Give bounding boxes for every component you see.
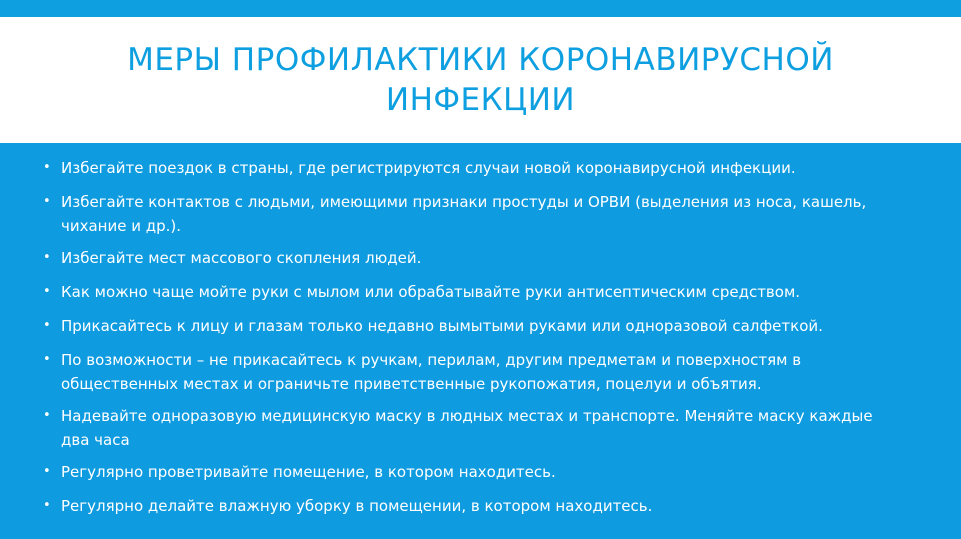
bullet-text: Надевайте одноразовую медицинскую маску в людных местах и транспорте. Меняйте маску каждые два часа: [61, 407, 878, 449]
list-item: [43, 460, 901, 484]
bullet-icon: •: [43, 284, 51, 299]
bullet-icon: •: [43, 194, 51, 209]
list-item: [43, 314, 901, 338]
bullet-text: По возможности – не прикасайтесь к ручкам, перилам, другим предметам и поверхностям в общественных местах и ограничьте приветственные рукопожатия, поцелуи и объятия.: [61, 351, 806, 393]
bullet-text: Избегайте поездок в страны, где регистрируются случаи новой коронавирусной инфекции.: [61, 159, 796, 177]
bullet-icon: •: [43, 408, 51, 423]
bullet-list: [0, 143, 961, 518]
bullet-icon: •: [43, 250, 51, 265]
list-item: [43, 348, 901, 396]
list-item: [43, 494, 901, 518]
bullet-text: Регулярно делайте влажную уборку в помещении, в котором находитесь.: [61, 497, 653, 515]
bullet-text: Избегайте мест массового скопления людей.: [61, 249, 422, 267]
content-area: [0, 143, 961, 539]
list-item: [43, 156, 901, 180]
list-item: [43, 246, 901, 270]
bullet-text: Регулярно проветривайте помещение, в котором находитесь.: [61, 463, 556, 481]
list-item: [43, 404, 901, 452]
list-item: [43, 280, 901, 304]
title-area: [0, 17, 961, 143]
bullet-icon: •: [43, 498, 51, 513]
bullet-icon: •: [43, 318, 51, 333]
bullet-text: Избегайте контактов с людьми, имеющими признаки простуды и ОРВИ (выделения из носа, кашель, чихание и др.).: [61, 193, 881, 235]
bullet-icon: •: [43, 352, 51, 367]
top-accent-bar: [0, 0, 961, 17]
bullet-text: Прикасайтесь к лицу и глазам только недавно вымытыми руками или одноразовой салфеткой.: [61, 317, 823, 335]
bullet-icon: •: [43, 464, 51, 479]
bullet-icon: •: [43, 160, 51, 175]
list-item: [43, 190, 901, 238]
slide-title: МЕРЫ ПРОФИЛАКТИКИ КОРОНАВИРУСНОЙ ИНФЕКЦИИ: [127, 42, 834, 118]
bullet-text: Как можно чаще мойте руки с мылом или обрабатывайте руки антисептическим средством.: [61, 283, 801, 301]
